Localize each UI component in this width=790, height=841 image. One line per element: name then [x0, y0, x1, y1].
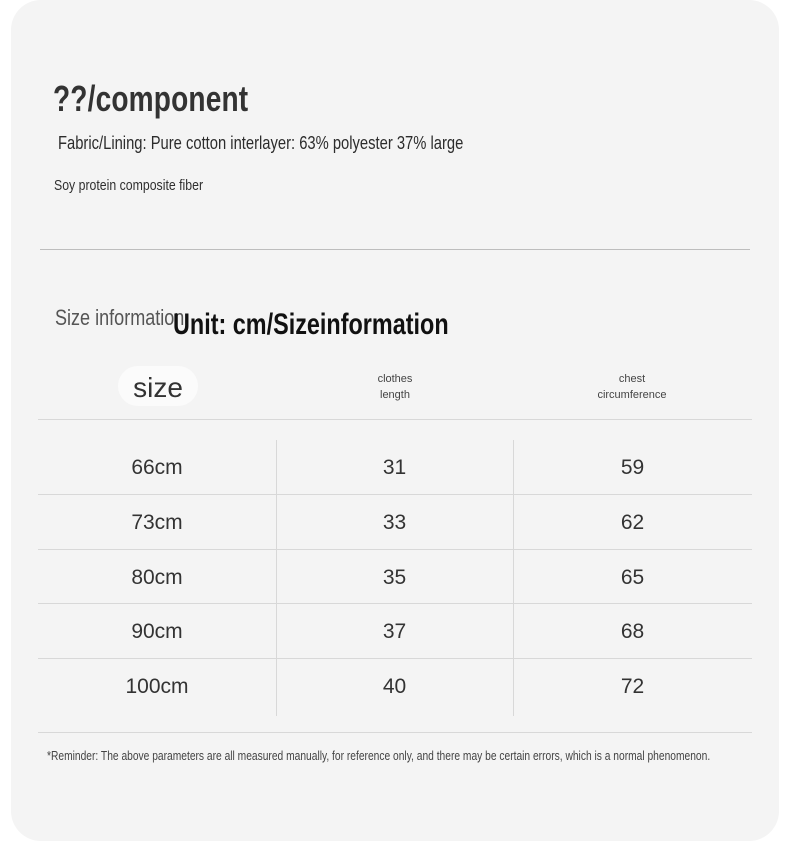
header-divider	[38, 419, 752, 420]
length-header-line2: length	[380, 389, 410, 401]
chest-cell: 59	[620, 456, 645, 479]
chest-column-header	[572, 371, 692, 403]
length-column-header	[335, 371, 455, 403]
unit-label: Unit: cm/Sizeinformation	[173, 308, 449, 341]
table-row	[38, 660, 752, 714]
chest-cell: 62	[620, 511, 645, 534]
size-cell: 90cm	[131, 620, 183, 643]
length-cell: 33	[382, 511, 407, 534]
chest-cell: 65	[620, 566, 645, 589]
row-divider	[38, 658, 752, 659]
size-cell: 80cm	[131, 566, 183, 589]
chest-header-line2: circumference	[597, 389, 667, 401]
table-row	[38, 551, 752, 605]
size-column-header: size	[133, 372, 183, 403]
content-card	[11, 0, 779, 841]
size-info-heading: Size information	[55, 305, 185, 330]
component-title: ??/component	[53, 78, 249, 119]
row-divider	[38, 603, 752, 604]
row-divider	[38, 549, 752, 550]
size-cell: 100cm	[125, 675, 189, 698]
length-cell: 37	[382, 620, 407, 643]
table-bottom-divider	[38, 732, 752, 733]
chest-cell: 72	[620, 675, 645, 698]
length-cell: 35	[382, 566, 407, 589]
length-header-line1: clothes	[377, 373, 413, 385]
length-cell: 31	[382, 456, 407, 479]
row-divider	[38, 494, 752, 495]
chest-header-line1: chest	[618, 373, 646, 385]
section-divider	[40, 249, 750, 250]
fabric-description: Fabric/Lining: Pure cotton interlayer: 63% polyester 37% large	[58, 133, 464, 153]
size-cell: 66cm	[131, 456, 183, 479]
table-row	[38, 441, 752, 495]
table-row	[38, 496, 752, 550]
reminder-note: *Reminder: The above parameters are all measured manually, for reference only, and there may be certain errors, which is a normal phenomenon.	[47, 749, 711, 763]
size-cell: 73cm	[131, 511, 183, 534]
chest-cell: 68	[620, 620, 645, 643]
length-cell: 40	[382, 675, 407, 698]
fiber-description: Soy protein composite fiber	[54, 177, 204, 194]
table-row	[38, 605, 752, 659]
